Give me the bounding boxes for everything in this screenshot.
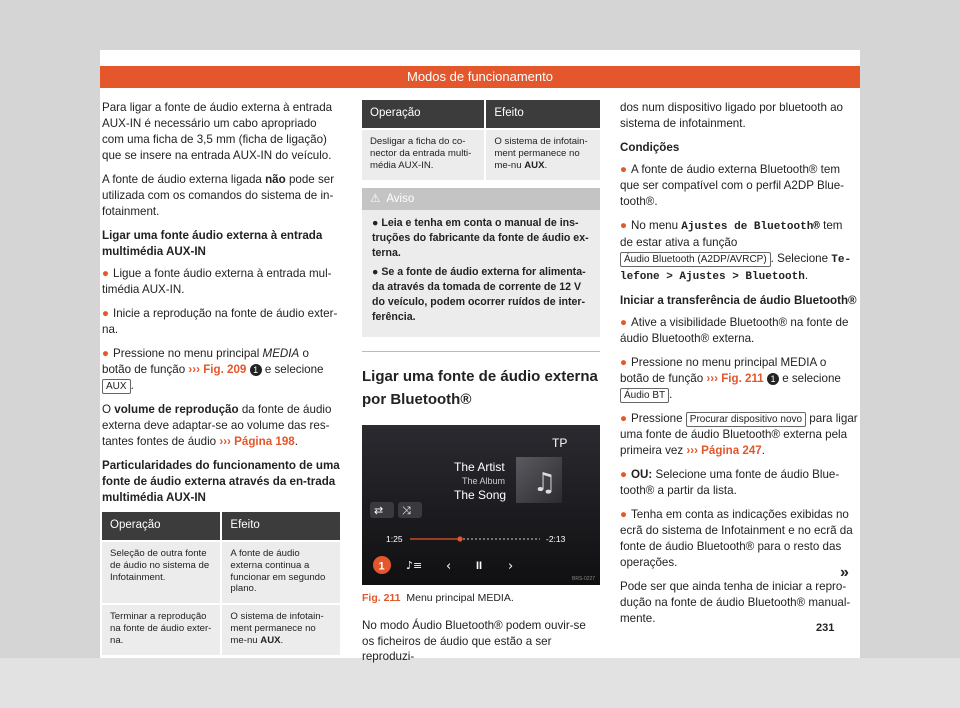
shuffle-icon: ⤨ bbox=[402, 504, 411, 518]
bullet-icon: ● bbox=[620, 412, 628, 426]
text: O sistema de infotain-ment permanece no me-nu bbox=[230, 611, 324, 647]
tp-indicator: TP bbox=[552, 436, 568, 451]
callout-badge-number: 1 bbox=[378, 560, 385, 573]
bullet-icon: ● bbox=[620, 468, 628, 482]
text: Pressione no menu principal MEDIA o botão de função bbox=[620, 356, 827, 386]
paragraph-not-usable bbox=[102, 172, 340, 220]
column-middle bbox=[362, 100, 600, 673]
table-header: Operação bbox=[362, 100, 485, 129]
heading-aux-in: Ligar uma fonte áudio externa à entrada multimédia AUX-IN bbox=[102, 228, 323, 258]
text: A fonte de áudio externa ligada bbox=[102, 172, 266, 186]
aux-button-label: AUX bbox=[102, 379, 131, 394]
song-name: The Song bbox=[454, 488, 507, 503]
table-cell: Desligar a ficha do co-nector da entrada multi-média AUX-IN. bbox=[362, 129, 485, 180]
table-header: Efeito bbox=[485, 100, 600, 129]
previous-icon[interactable]: ‹ bbox=[446, 559, 452, 575]
text-bold: volume de reprodução bbox=[114, 402, 239, 416]
table-cell bbox=[221, 604, 340, 655]
table-cell: Terminar a reprodução na fonte de áudio exter-na. bbox=[102, 604, 221, 655]
text: A fonte de áudio externa Bluetooth® tem que ser compatível com o perfil A2DP Blue-tooth®. bbox=[620, 162, 845, 208]
bullet-item bbox=[620, 162, 858, 210]
remaining-time: -2:13 bbox=[546, 534, 566, 545]
paragraph-bluetooth-mode: No modo Áudio Bluetooth® podem ouvir-se os ficheiros de áudio que estão a ser reproduzi- bbox=[362, 618, 586, 664]
figure-code: BRS-0227 bbox=[572, 576, 596, 583]
table-cell: Seleção de outra fonte de áudio no sistema de Infotainment. bbox=[102, 541, 221, 605]
album-name: The Album bbox=[462, 476, 506, 487]
bullet-icon: ● bbox=[620, 162, 628, 176]
figure-caption bbox=[362, 591, 600, 605]
bullet-item bbox=[620, 315, 858, 347]
paragraph-continued: dos num dispositivo ligado por bluetooth ao sistema de infotainment. bbox=[620, 101, 844, 130]
caption-text: Menu principal MEDIA. bbox=[406, 592, 514, 605]
text: . bbox=[130, 378, 134, 392]
table-cell: A fonte de áudio externa continua a funcionar em segundo plano. bbox=[221, 541, 340, 605]
text: . bbox=[294, 434, 298, 448]
warning-body bbox=[362, 210, 600, 325]
figure-link[interactable]: ››› Fig. 211 bbox=[706, 372, 764, 386]
media-screen-figure bbox=[362, 425, 600, 585]
bullet-item bbox=[102, 346, 340, 394]
artist-name: The Artist bbox=[454, 460, 505, 475]
page-link[interactable]: ››› Página 198 bbox=[219, 434, 295, 448]
text: pode ser utilizada com os comandos do sistema de in-fotainment. bbox=[102, 172, 335, 218]
text: Aviso bbox=[386, 192, 415, 205]
elapsed-time: 1:25 bbox=[386, 534, 403, 545]
progress-handle[interactable] bbox=[457, 536, 462, 541]
figure-link[interactable]: ››› Fig. 209 bbox=[188, 362, 247, 376]
text: o botão de função bbox=[102, 346, 309, 376]
function-button-label: Áudio Bluetooth (A2DP/AVRCP) bbox=[620, 252, 771, 267]
intro-paragraph: Para ligar a fonte de áudio externa à entrada AUX-IN é necessário um cabo apropriado com uma ficha de 3,5 mm (ficha de ligação) que se insere na entrada AUX-IN do veículo. bbox=[102, 101, 333, 162]
text: e selecione bbox=[778, 372, 841, 386]
warning-item: ● Leia e tenha em conta o manual de ins-truções do fabricante da fonte de áudio ex-terna. bbox=[372, 216, 589, 259]
text: Se a fonte de áudio externa for alimenta-da através da tomada de corrente de 12 V do veículo, podem ocorrer ruídos de inter-ferência. bbox=[372, 265, 586, 323]
text: Ligue a fonte áudio externa à entrada mul-timédia AUX-IN. bbox=[102, 266, 332, 296]
search-device-button-label: Procurar dispositivo novo bbox=[686, 412, 806, 427]
playlist-icon[interactable]: ♪≡ bbox=[406, 559, 423, 573]
text: Pressione bbox=[631, 412, 686, 426]
next-icon[interactable]: › bbox=[508, 559, 514, 575]
table-row bbox=[102, 604, 340, 655]
manual-page bbox=[100, 50, 860, 664]
text: Ative a visibilidade Bluetooth® na fonte de áudio Bluetooth® externa. bbox=[620, 316, 849, 346]
callout-number: 1 bbox=[767, 373, 779, 385]
operation-table bbox=[102, 512, 340, 656]
heading-conditions: Condições bbox=[620, 140, 680, 154]
warning-item: ● Se a fonte de áudio externa for alimenta-da através da tomada de corrente de 12 V do veículo, podem ocorrer ruídos de inter-ferência. bbox=[372, 265, 586, 323]
menu-path: Te-lefone > Ajustes > Bluetooth bbox=[620, 254, 852, 284]
pause-icon[interactable]: II bbox=[476, 560, 483, 573]
text: . bbox=[544, 159, 548, 171]
column-right bbox=[620, 100, 858, 635]
page-title: Modos de funcionamento bbox=[100, 66, 860, 88]
bullet-item bbox=[102, 306, 340, 338]
table-header: Operação bbox=[102, 512, 221, 541]
table-row bbox=[362, 129, 600, 180]
table-cell bbox=[485, 129, 600, 180]
warning-icon: ⚠ bbox=[370, 192, 381, 205]
callout-number: 1 bbox=[250, 364, 262, 376]
heading-start-transfer: Iniciar a transferência de áudio Bluetooth® bbox=[620, 294, 857, 308]
bullet-item bbox=[620, 467, 858, 499]
bullet-item bbox=[620, 355, 858, 403]
bullet-icon: ● bbox=[102, 346, 110, 360]
page-number: 231 bbox=[816, 622, 835, 634]
paragraph-manual-start: Pode ser que ainda tenha de iniciar a repro-dução na fonte de áudio Bluetooth® manual-mente. bbox=[620, 580, 851, 626]
bullet-icon: ● bbox=[102, 306, 110, 320]
bullet-item bbox=[620, 411, 858, 459]
text: . bbox=[280, 635, 284, 647]
bullet-item bbox=[620, 507, 858, 571]
bullet-icon: ● bbox=[620, 356, 628, 370]
bullet-icon: ● bbox=[620, 218, 628, 232]
text: . bbox=[669, 388, 673, 402]
text: O bbox=[102, 402, 115, 416]
text: Tenha em conta as indicações exibidas no ecrã do sistema de Infotainment e no ecrã da fonte de áudio Bluetooth® para o resto das operações. bbox=[620, 508, 853, 570]
text: Inicie a reprodução na fonte de áudio exter-na. bbox=[102, 306, 338, 336]
bullet-icon: ● bbox=[620, 508, 628, 522]
text-bold: não bbox=[265, 172, 286, 186]
text: O sistema de infotain-ment permanece no me-nu bbox=[494, 135, 588, 171]
text: para ligar uma fonte de áudio Bluetooth® externa pela primeira vez bbox=[620, 412, 858, 458]
text: No menu bbox=[631, 218, 682, 232]
text: Leia e tenha em conta o manual de ins-truções do fabricante da fonte de áudio ex-terna. bbox=[372, 216, 589, 259]
heading-particularities: Particularidades do funcionamento de uma fonte de áudio externa através da en-trada multimédia AUX-IN bbox=[102, 458, 340, 504]
bullet-item bbox=[620, 218, 858, 286]
text: . Selecione bbox=[770, 252, 832, 266]
music-note-icon: ♫ bbox=[533, 468, 557, 499]
text: . bbox=[804, 269, 809, 283]
column-left bbox=[102, 100, 340, 663]
audio-bt-button-label: Áudio BT bbox=[620, 388, 669, 403]
warning-box bbox=[362, 188, 600, 337]
continue-mark: » bbox=[840, 564, 849, 581]
text: da fonte de áudio externa deve adaptar-se ao volume das res-tantes fontes de áudio bbox=[102, 402, 332, 448]
text: Selecione uma fonte de áudio Blue-tooth® a partir da lista. bbox=[620, 468, 840, 498]
table-header: Efeito bbox=[221, 512, 340, 541]
text: Pressione no menu principal bbox=[113, 346, 263, 360]
text-bold: AUX bbox=[260, 635, 281, 647]
section-title-bluetooth: Ligar uma fonte de áudio externa por Bluetooth® bbox=[362, 351, 600, 411]
media-screen-drawing bbox=[362, 425, 600, 585]
bullet-item bbox=[102, 266, 340, 298]
warning-title bbox=[362, 188, 600, 210]
bullet-icon: ● bbox=[102, 266, 110, 280]
operation-table-continued bbox=[362, 100, 600, 180]
paragraph-volume bbox=[102, 402, 340, 450]
text: e selecione bbox=[261, 362, 324, 376]
text-bold: OU: bbox=[631, 468, 653, 482]
menu-path: Ajustes de Bluetooth® bbox=[681, 220, 820, 233]
page-link[interactable]: ››› Página 247 bbox=[686, 444, 762, 458]
menu-name: MEDIA bbox=[262, 346, 300, 360]
text-bold: AUX bbox=[524, 159, 545, 171]
text: . bbox=[761, 444, 765, 458]
caption-label: Fig. 211 bbox=[362, 592, 401, 605]
repeat-icon: ⇄ bbox=[374, 504, 384, 518]
table-row bbox=[102, 541, 340, 605]
text: tem de estar ativa a função bbox=[620, 218, 843, 250]
bullet-icon: ● bbox=[620, 316, 628, 330]
